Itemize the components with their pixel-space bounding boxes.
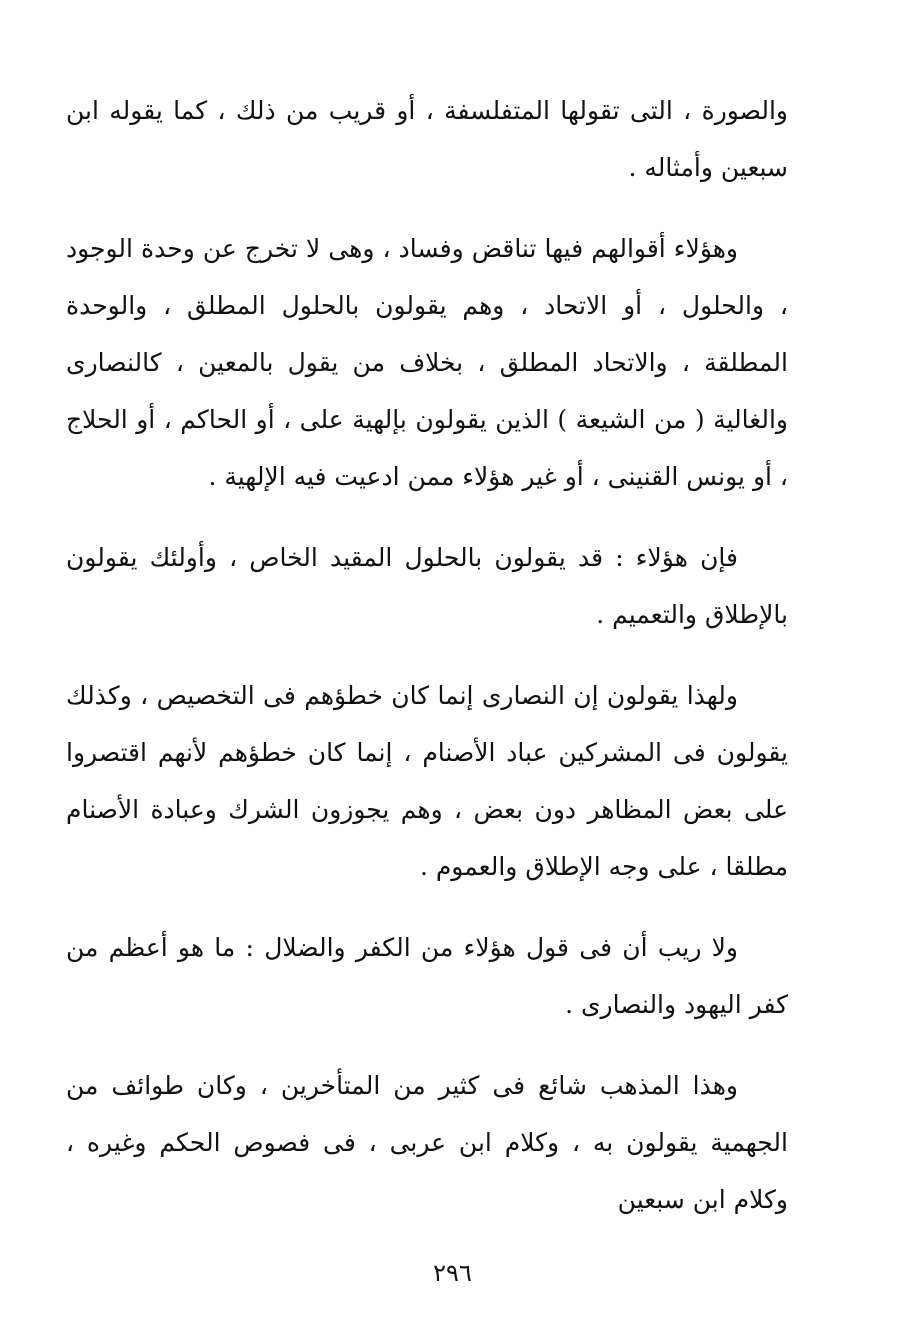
paragraph-4: ولهذا يقولون إن النصارى إنما كان خطؤهم فى التخصيص ، وكذلك يقولون فى المشركين عباد الأصنام ، إنما كان خطؤهم لأنهم اقتصروا على بعض المظاهر دون بعض ، وهم يجوزون الشرك وعبادة الأصنام مطلقا ، على وجه الإطلاق والعموم . <box>66 681 788 881</box>
page-number: ٢٩٦ <box>433 1259 472 1287</box>
paragraph-5: ولا ريب أن فى قول هؤلاء من الكفر والضلال : ما هو أعظم من كفر اليهود والنصارى . <box>66 933 788 1019</box>
paragraph-3: فإن هؤلاء : قد يقولون بالحلول المقيد الخاص ، وأولئك يقولون بالإطلاق والتعميم . <box>66 543 788 629</box>
paragraph-6: وهذا المذهب شائع فى كثير من المتأخرين ، وكان طوائف من الجهمية يقولون به ، وكلام ابن عربى ، فى فصوص الحكم وغيره ، وكلام ابن سبعين <box>66 1071 788 1214</box>
paragraph-2: وهؤلاء أقوالهم فيها تناقض وفساد ، وهى لا تخرج عن وحدة الوجود ، والحلول ، أو الاتحاد ، وهم يقولون بالحلول المطلق ، والوحدة المطلقة ، والاتحاد المطلق ، بخلاف من يقول بالمعين ، كالنصارى والغالية ( من الشيعة ) الذين يقولون بإلهية على ، أو الحاكم ، أو الحلاج ، أو يونس القنينى ، أو غير هؤلاء ممن ادعيت فيه الإلهية . <box>66 234 788 491</box>
page-body <box>66 82 788 1252</box>
paragraph-1: والصورة ، التى تقولها المتفلسفة ، أو قريب من ذلك ، كما يقوله ابن سبعين وأمثاله . <box>66 96 788 182</box>
